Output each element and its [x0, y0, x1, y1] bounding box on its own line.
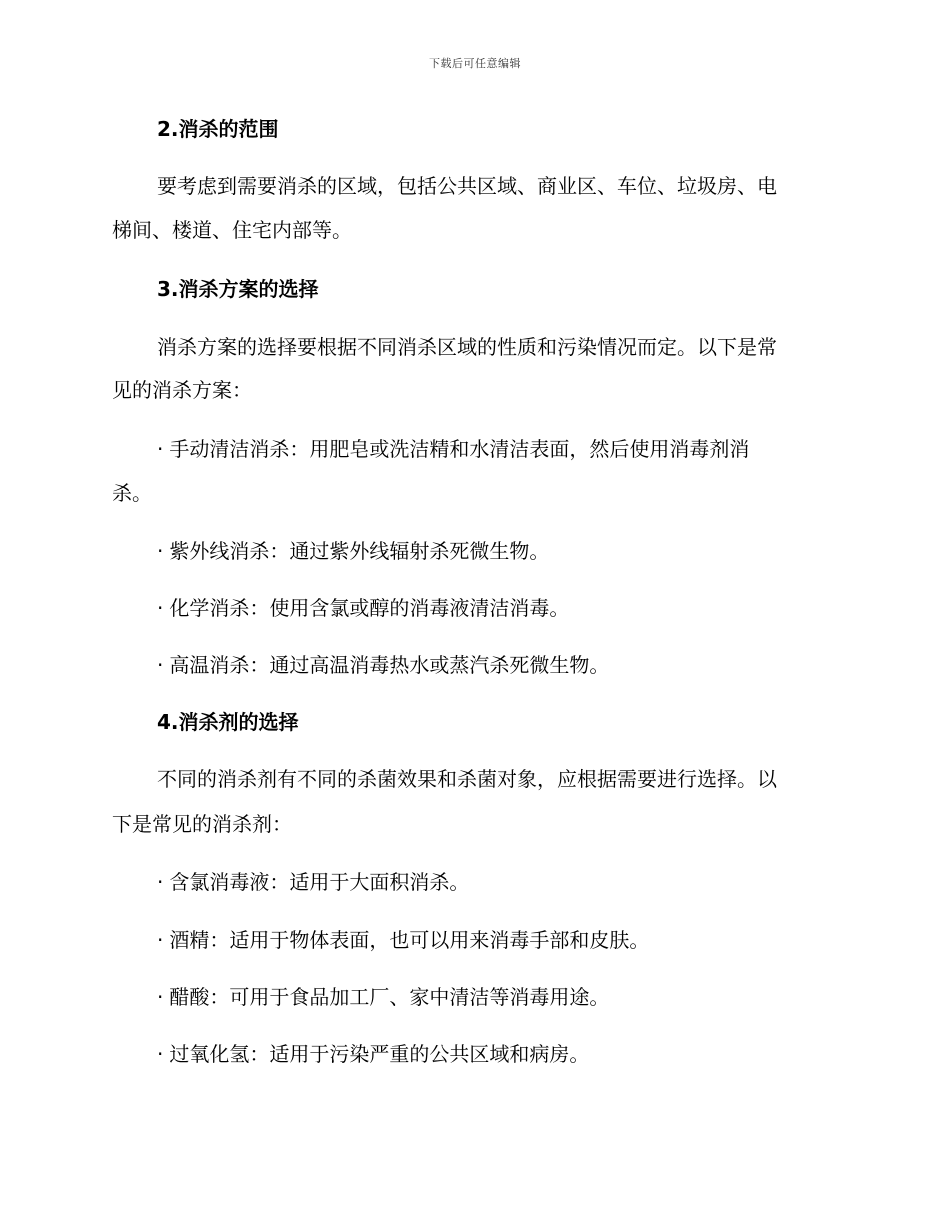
bullet-icon: · [157, 539, 164, 563]
list-item [157, 594, 569, 622]
list-item-text: 高温消杀：通过高温消毒热水或蒸汽杀死微生物。 [169, 653, 610, 677]
list-item-continuation: 杀。 [112, 481, 152, 505]
list-item-text: 醋酸：可用于食品加工厂、家中清洁等消毒用途。 [169, 985, 610, 1009]
list-item-text: 化学消杀：使用含氯或醇的消毒液清洁消毒。 [169, 596, 570, 620]
bullet-icon: · [157, 1042, 164, 1066]
bullet-icon: · [157, 985, 164, 1009]
paragraph-line: 要考虑到需要消杀的区域，包括公共区域、商业区、车位、垃圾房、电 [157, 174, 777, 198]
section-heading: 4.消杀剂的选择 [157, 710, 299, 734]
list-item [157, 926, 649, 954]
paragraph-line: 梯间、楼道、住宅内部等。 [112, 218, 352, 242]
list-item-text: 手动清洁消杀：用肥皂或洗洁精和水清洁表面，然后使用消毒剂消 [169, 437, 750, 461]
bullet-icon: · [157, 928, 164, 952]
bullet-icon: · [157, 596, 164, 620]
list-item-text: 紫外线消杀：通过紫外线辐射杀死微生物。 [169, 539, 550, 563]
bullet-icon: · [157, 870, 164, 894]
list-item [157, 868, 469, 896]
bullet-icon: · [157, 653, 164, 677]
section-heading: 3.消杀方案的选择 [157, 277, 319, 301]
paragraph-line: 见的消杀方案： [112, 378, 252, 402]
paragraph-line: 消杀方案的选择要根据不同消杀区域的性质和污染情况而定。以下是常 [157, 335, 777, 359]
list-item [157, 651, 609, 679]
bullet-icon: · [157, 437, 164, 461]
paragraph-line: 不同的消杀剂有不同的杀菌效果和杀菌对象，应根据需要进行选择。以 [157, 767, 777, 791]
list-item [157, 537, 549, 565]
list-item-text: 含氯消毒液：适用于大面积消杀。 [169, 870, 470, 894]
paragraph-line: 下是常见的消杀剂： [112, 812, 292, 836]
list-item-text: 酒精：适用于物体表面，也可以用来消毒手部和皮肤。 [169, 928, 650, 952]
page-header-note: 下载后可任意编辑 [429, 57, 521, 70]
list-item [157, 983, 609, 1011]
list-item-text: 过氧化氢：适用于污染严重的公共区域和病房。 [169, 1042, 590, 1066]
section-heading: 2.消杀的范围 [157, 117, 279, 141]
list-item [157, 1040, 589, 1068]
list-item [157, 435, 749, 463]
